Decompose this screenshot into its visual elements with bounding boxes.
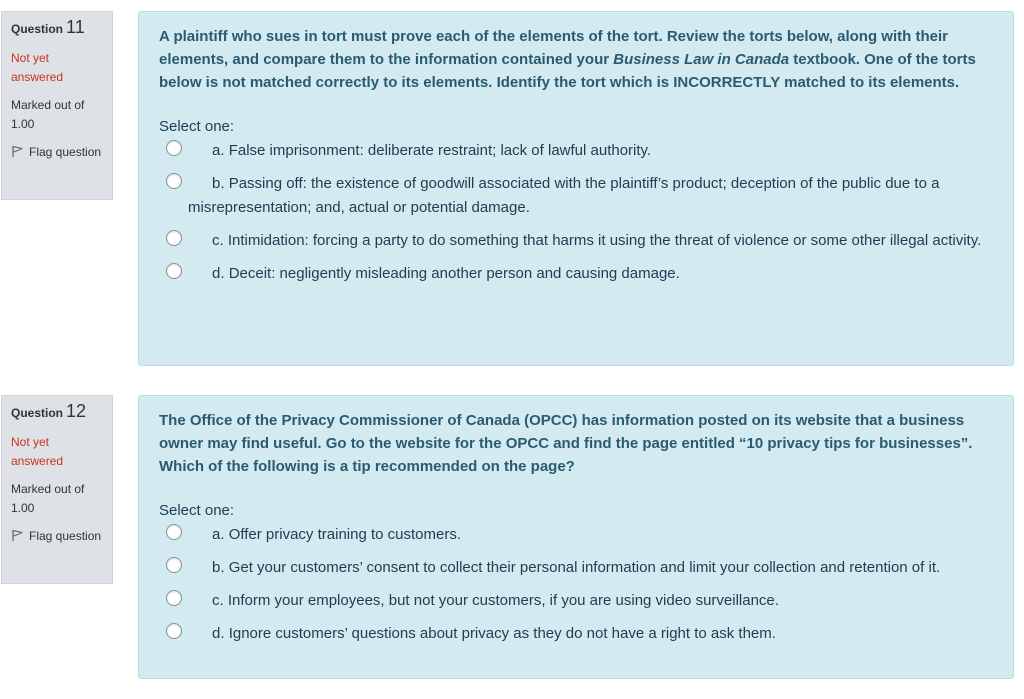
question-grade: Marked out of 1.00 (11, 98, 85, 131)
answer-option-c[interactable]: c. Inform your employees, but not your customers, if you are using video surveillance. (159, 589, 1003, 613)
textbook-title: Business Law in Canada (613, 51, 790, 68)
question-title: Question 12 (11, 401, 87, 421)
question-state: Not yet answered (11, 435, 64, 468)
question-info (1, 11, 113, 200)
answer-option-a[interactable]: a. False imprisonment: deliberate restraint; lack of lawful authority. (159, 139, 1003, 163)
radio-button[interactable] (166, 140, 182, 156)
answer-option-c[interactable]: c. Intimidation: forcing a party to do something that harms it using the threat of violence or some other illegal activity. (159, 229, 1003, 253)
radio-button[interactable] (166, 524, 182, 540)
question-content (138, 11, 1014, 366)
answer-option-b[interactable]: b. Passing off: the existence of goodwill associated with the plaintiff’s product; deception of the public due to a misrepresentation; and, actual or potential damage. (159, 172, 1003, 220)
flag-question-button[interactable]: Flag question (11, 143, 104, 162)
question-info (1, 395, 113, 584)
radio-button[interactable] (166, 173, 182, 189)
question-grade: Marked out of 1.00 (11, 482, 85, 515)
answer-option-a[interactable]: a. Offer privacy training to customers. (159, 523, 1003, 547)
select-one-label: Select one: (159, 118, 235, 135)
answer-option-d[interactable]: d. Deceit: negligently misleading another person and causing damage. (159, 262, 1003, 286)
flag-question-button[interactable]: Flag question (11, 527, 104, 546)
radio-button[interactable] (166, 590, 182, 606)
question-state: Not yet answered (11, 51, 64, 84)
radio-button[interactable] (166, 230, 182, 246)
radio-button[interactable] (166, 263, 182, 279)
question-number: 12 (66, 401, 87, 421)
question-text: The Office of the Privacy Commissioner of Canada (OPCC) has information posted on its website that a business owner may find useful. Go to the website for the OPCC and find the page entitled “10 privacy tips for businesses”. Which of the following is a tip recommended on the page? (159, 412, 973, 475)
select-one-label: Select one: (159, 502, 235, 519)
question-number: 11 (66, 17, 85, 37)
question-content (138, 395, 1014, 679)
question-text: A plaintiff who sues in tort must prove each of the elements of the tort. Review the torts below, along with their elements, and compare them to the information contained your Business Law in Canada textbook. One of the torts below is not matched correctly to its elements. Identify the tort which is INCORRECTLY matched to its elements. (159, 28, 976, 91)
flag-icon (11, 145, 24, 158)
answer-option-b[interactable]: b. Get your customers’ consent to collect their personal information and limit your collection and retention of it. (159, 556, 1003, 580)
question-title: Question 11 (11, 17, 85, 37)
flag-icon (11, 529, 24, 542)
radio-button[interactable] (166, 557, 182, 573)
answer-option-d[interactable]: d. Ignore customers’ questions about privacy as they do not have a right to ask them. (159, 622, 1003, 646)
radio-button[interactable] (166, 623, 182, 639)
